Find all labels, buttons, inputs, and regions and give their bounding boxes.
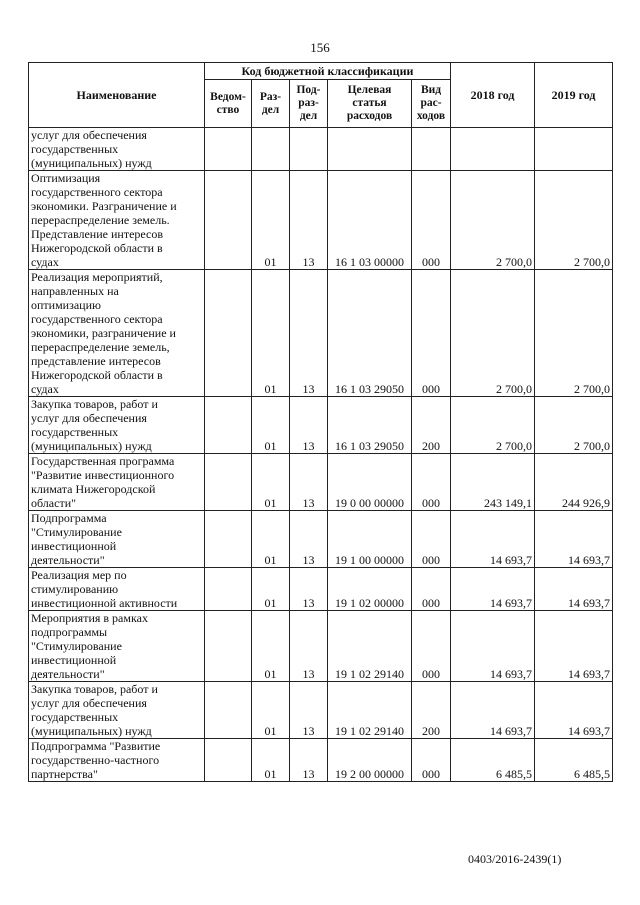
cell-2018: 6 485,5 [451, 739, 535, 782]
cell-2019: 2 700,0 [535, 270, 613, 397]
cell-2019: 14 693,7 [535, 611, 613, 682]
cell-razdel: 01 [252, 270, 290, 397]
cell-vid: 000 [412, 568, 451, 611]
cell-2019: 6 485,5 [535, 739, 613, 782]
cell-podrazdel: 13 [290, 511, 328, 568]
cell-razdel: 01 [252, 511, 290, 568]
header-vedomstvo: Ведом- ство [205, 80, 252, 128]
cell-razdel [252, 128, 290, 171]
row-name: Государственная программа "Развитие инвестиционного климата Нижегородской области" [29, 454, 205, 511]
row-name: услуг для обеспечения государственных (муниципальных) нужд [29, 128, 205, 171]
cell-podrazdel: 13 [290, 171, 328, 270]
cell-target-article: 16 1 03 29050 [328, 397, 412, 454]
header-code-group: Код бюджетной классификации [205, 63, 451, 80]
cell-razdel: 01 [252, 171, 290, 270]
cell-vedomstvo [205, 511, 252, 568]
table-row [29, 397, 613, 454]
cell-vedomstvo [205, 128, 252, 171]
cell-vedomstvo [205, 270, 252, 397]
cell-podrazdel: 13 [290, 454, 328, 511]
table-row [29, 682, 613, 739]
cell-razdel: 01 [252, 568, 290, 611]
cell-razdel: 01 [252, 682, 290, 739]
cell-vedomstvo [205, 454, 252, 511]
header-vid: Вид рас- ходов [412, 80, 451, 128]
cell-vid: 200 [412, 397, 451, 454]
cell-vedomstvo [205, 739, 252, 782]
cell-vedomstvo [205, 682, 252, 739]
row-name: Реализация мероприятий, направленных на оптимизацию государственного сектора экономики, разграничение и перераспределение земель, представление интересов Нижегородской области в судах [29, 270, 205, 397]
cell-target-article [328, 128, 412, 171]
row-name: Реализация мер по стимулированию инвестиционной активности [29, 568, 205, 611]
cell-2018: 2 700,0 [451, 171, 535, 270]
cell-2019: 14 693,7 [535, 682, 613, 739]
table-header [29, 63, 613, 128]
cell-podrazdel: 13 [290, 611, 328, 682]
header-razdel: Раз- дел [252, 80, 290, 128]
cell-razdel: 01 [252, 739, 290, 782]
cell-podrazdel: 13 [290, 397, 328, 454]
cell-podrazdel: 13 [290, 739, 328, 782]
table-row [29, 171, 613, 270]
cell-vedomstvo [205, 397, 252, 454]
row-name: Мероприятия в рамках подпрограммы "Стимулирование инвестиционной деятельности" [29, 611, 205, 682]
cell-2018: 14 693,7 [451, 568, 535, 611]
cell-vedomstvo [205, 611, 252, 682]
row-name: Закупка товаров, работ и услуг для обеспечения государственных (муниципальных) нужд [29, 682, 205, 739]
table-row [29, 739, 613, 782]
cell-razdel: 01 [252, 611, 290, 682]
cell-target-article: 19 1 02 29140 [328, 611, 412, 682]
cell-podrazdel [290, 128, 328, 171]
table-row [29, 511, 613, 568]
cell-vedomstvo [205, 171, 252, 270]
cell-vid: 000 [412, 270, 451, 397]
table-row [29, 128, 613, 171]
cell-target-article: 19 1 02 29140 [328, 682, 412, 739]
cell-2019: 244 926,9 [535, 454, 613, 511]
cell-2019: 14 693,7 [535, 568, 613, 611]
cell-vid: 000 [412, 511, 451, 568]
header-target-article: Целевая статья расходов [328, 80, 412, 128]
cell-target-article: 19 1 02 00000 [328, 568, 412, 611]
header-podrazdel: Под- раз- дел [290, 80, 328, 128]
cell-vid: 000 [412, 454, 451, 511]
row-name: Подпрограмма "Стимулирование инвестиционной деятельности" [29, 511, 205, 568]
cell-2019: 14 693,7 [535, 511, 613, 568]
cell-2018: 243 149,1 [451, 454, 535, 511]
table-row [29, 611, 613, 682]
cell-2018 [451, 128, 535, 171]
cell-2018: 2 700,0 [451, 397, 535, 454]
cell-target-article: 19 0 00 00000 [328, 454, 412, 511]
cell-target-article: 19 2 00 00000 [328, 739, 412, 782]
cell-target-article: 16 1 03 29050 [328, 270, 412, 397]
cell-podrazdel: 13 [290, 568, 328, 611]
table-row [29, 270, 613, 397]
document-code: 0403/2016-2439(1) [468, 852, 562, 866]
header-name: Наименование [29, 63, 205, 128]
cell-vid: 000 [412, 611, 451, 682]
header-2019: 2019 год [535, 63, 613, 128]
cell-target-article: 16 1 03 00000 [328, 171, 412, 270]
cell-podrazdel: 13 [290, 270, 328, 397]
cell-2018: 14 693,7 [451, 682, 535, 739]
row-name: Оптимизация государственного сектора экономики. Разграничение и перераспределение земель. Представление интересов Нижегородской области в судах [29, 171, 205, 270]
table-row [29, 454, 613, 511]
cell-podrazdel: 13 [290, 682, 328, 739]
cell-vid: 000 [412, 171, 451, 270]
cell-2019: 2 700,0 [535, 397, 613, 454]
row-name: Подпрограмма "Развитие государственно-частного партнерства" [29, 739, 205, 782]
cell-2018: 14 693,7 [451, 611, 535, 682]
page-number: 156 [310, 40, 330, 55]
cell-razdel: 01 [252, 397, 290, 454]
cell-vid: 000 [412, 739, 451, 782]
cell-vid [412, 128, 451, 171]
cell-2018: 2 700,0 [451, 270, 535, 397]
cell-target-article: 19 1 00 00000 [328, 511, 412, 568]
table-row [29, 568, 613, 611]
cell-2019 [535, 128, 613, 171]
cell-vedomstvo [205, 568, 252, 611]
cell-razdel: 01 [252, 454, 290, 511]
cell-2018: 14 693,7 [451, 511, 535, 568]
row-name: Закупка товаров, работ и услуг для обеспечения государственных (муниципальных) нужд [29, 397, 205, 454]
cell-2019: 2 700,0 [535, 171, 613, 270]
cell-vid: 200 [412, 682, 451, 739]
header-2018: 2018 год [451, 63, 535, 128]
budget-table [28, 62, 613, 782]
table-body [29, 128, 613, 782]
